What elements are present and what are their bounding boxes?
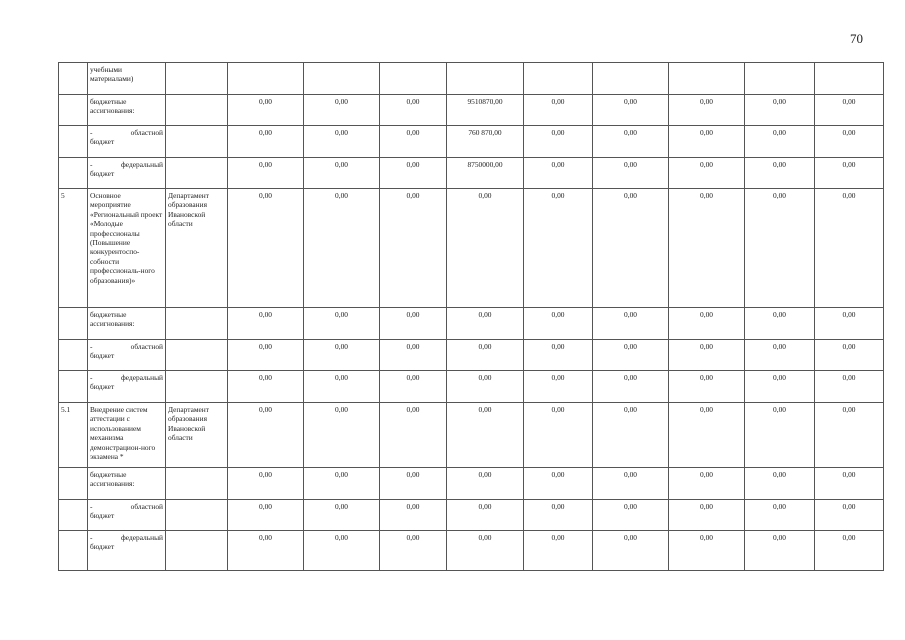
table-row (59, 95, 884, 126)
value-cell: 9510870,00 (447, 95, 524, 126)
value-cell: 0,00 (669, 189, 745, 308)
row-label-cell: - федеральный бюджет (88, 531, 166, 571)
value-cell: 0,00 (447, 403, 524, 468)
value-cell: 0,00 (593, 403, 669, 468)
value-cell: 0,00 (524, 403, 593, 468)
value-cell: 0,00 (815, 158, 884, 189)
value-cell: 0,00 (447, 500, 524, 531)
row-label-cell: - федеральный бюджет (88, 158, 166, 189)
table-row (59, 189, 884, 308)
value-cell: 0,00 (815, 189, 884, 308)
row-label-cell: учебными материалами) (88, 63, 166, 95)
value-cell: 0,00 (228, 371, 304, 403)
responsible-cell (166, 308, 228, 340)
value-cell: 0,00 (669, 95, 745, 126)
value-cell: 0,00 (593, 189, 669, 308)
value-cell: 0,00 (228, 403, 304, 468)
value-cell: 0,00 (304, 468, 380, 500)
page-number: 70 (850, 31, 863, 46)
value-cell: 0,00 (593, 126, 669, 158)
row-label-cell: бюджетные ассигнования: (88, 308, 166, 340)
value-cell: 0,00 (593, 340, 669, 371)
table-row (59, 158, 884, 189)
value-cell (669, 63, 745, 95)
value-cell: 0,00 (304, 126, 380, 158)
value-cell: 760 870,00 (447, 126, 524, 158)
value-cell: 0,00 (669, 340, 745, 371)
value-cell: 0,00 (380, 531, 447, 571)
responsible-cell (166, 340, 228, 371)
table-row (59, 308, 884, 340)
value-cell: 0,00 (593, 531, 669, 571)
value-cell (593, 63, 669, 95)
row-index-cell (59, 531, 88, 571)
value-cell: 0,00 (593, 95, 669, 126)
value-cell: 0,00 (745, 95, 815, 126)
responsible-cell (166, 126, 228, 158)
table-row (59, 371, 884, 403)
value-cell: 0,00 (304, 403, 380, 468)
value-cell: 0,00 (447, 308, 524, 340)
value-cell: 0,00 (524, 126, 593, 158)
value-cell: 0,00 (524, 308, 593, 340)
row-label-cell: бюджетные ассигнования: (88, 468, 166, 500)
row-label-cell: - федеральный бюджет (88, 371, 166, 403)
responsible-cell: Департамент образования Ивановской области (166, 403, 228, 468)
value-cell: 0,00 (304, 158, 380, 189)
value-cell: 0,00 (669, 308, 745, 340)
value-cell: 0,00 (228, 531, 304, 571)
value-cell: 0,00 (380, 126, 447, 158)
value-cell: 0,00 (745, 531, 815, 571)
value-cell: 0,00 (669, 371, 745, 403)
row-label-cell: - областной бюджет (88, 126, 166, 158)
value-cell: 0,00 (669, 531, 745, 571)
row-label-cell: бюджетные ассигнования: (88, 95, 166, 126)
value-cell: 0,00 (447, 340, 524, 371)
value-cell: 0,00 (669, 126, 745, 158)
value-cell: 0,00 (815, 126, 884, 158)
value-cell: 0,00 (228, 340, 304, 371)
responsible-cell (166, 95, 228, 126)
value-cell: 0,00 (524, 371, 593, 403)
value-cell: 0,00 (745, 371, 815, 403)
value-cell: 0,00 (228, 95, 304, 126)
value-cell: 0,00 (745, 403, 815, 468)
value-cell: 0,00 (304, 531, 380, 571)
row-label-cell: Основное мероприятие «Региональный проект «Молодые профессионалы (Повышение конкурентоспо-собности профессиональ-ного образования)» (88, 189, 166, 308)
value-cell: 0,00 (524, 158, 593, 189)
value-cell: 0,00 (669, 500, 745, 531)
row-index-cell (59, 340, 88, 371)
value-cell: 0,00 (815, 468, 884, 500)
value-cell: 0,00 (228, 126, 304, 158)
value-cell (815, 63, 884, 95)
row-index-cell (59, 308, 88, 340)
value-cell: 0,00 (447, 468, 524, 500)
value-cell: 0,00 (447, 189, 524, 308)
table-row (59, 403, 884, 468)
value-cell: 0,00 (380, 158, 447, 189)
value-cell: 0,00 (669, 468, 745, 500)
value-cell: 0,00 (593, 468, 669, 500)
value-cell: 0,00 (593, 308, 669, 340)
value-cell: 0,00 (745, 126, 815, 158)
value-cell: 0,00 (380, 371, 447, 403)
value-cell: 0,00 (815, 95, 884, 126)
responsible-cell (166, 371, 228, 403)
value-cell (745, 63, 815, 95)
responsible-cell (166, 531, 228, 571)
value-cell: 0,00 (380, 500, 447, 531)
value-cell: 0,00 (524, 531, 593, 571)
value-cell: 0,00 (815, 340, 884, 371)
value-cell: 0,00 (447, 531, 524, 571)
value-cell: 0,00 (745, 468, 815, 500)
row-index-cell (59, 63, 88, 95)
value-cell: 0,00 (228, 158, 304, 189)
value-cell: 0,00 (447, 371, 524, 403)
row-index-cell (59, 371, 88, 403)
value-cell: 0,00 (380, 308, 447, 340)
value-cell: 0,00 (593, 158, 669, 189)
responsible-cell (166, 158, 228, 189)
value-cell: 0,00 (593, 500, 669, 531)
row-index-cell: 5.1 (59, 403, 88, 468)
table-row (59, 340, 884, 371)
value-cell: 0,00 (304, 95, 380, 126)
row-label-cell: Внедрение систем аттестации с использованием механизма демонстрацион-ного экзамена * (88, 403, 166, 468)
value-cell: 0,00 (669, 403, 745, 468)
table-row (59, 500, 884, 531)
row-index-cell (59, 468, 88, 500)
value-cell: 0,00 (745, 340, 815, 371)
responsible-cell (166, 468, 228, 500)
row-index-cell (59, 158, 88, 189)
value-cell (228, 63, 304, 95)
row-index-cell (59, 95, 88, 126)
value-cell: 0,00 (380, 95, 447, 126)
value-cell: 0,00 (524, 500, 593, 531)
value-cell: 8750000,00 (447, 158, 524, 189)
value-cell (447, 63, 524, 95)
value-cell: 0,00 (228, 468, 304, 500)
table-row (59, 63, 884, 95)
value-cell: 0,00 (669, 158, 745, 189)
value-cell: 0,00 (815, 531, 884, 571)
value-cell: 0,00 (380, 403, 447, 468)
value-cell: 0,00 (380, 189, 447, 308)
value-cell: 0,00 (815, 403, 884, 468)
value-cell: 0,00 (228, 308, 304, 340)
value-cell: 0,00 (745, 189, 815, 308)
value-cell (380, 63, 447, 95)
value-cell: 0,00 (304, 308, 380, 340)
value-cell: 0,00 (745, 500, 815, 531)
table-row (59, 468, 884, 500)
value-cell: 0,00 (380, 340, 447, 371)
responsible-cell: Департамент образования Ивановской области (166, 189, 228, 308)
row-index-cell (59, 500, 88, 531)
value-cell: 0,00 (815, 500, 884, 531)
value-cell: 0,00 (524, 189, 593, 308)
value-cell: 0,00 (745, 158, 815, 189)
value-cell: 0,00 (524, 468, 593, 500)
value-cell: 0,00 (524, 95, 593, 126)
value-cell (524, 63, 593, 95)
row-index-cell: 5 (59, 189, 88, 308)
value-cell: 0,00 (304, 500, 380, 531)
value-cell: 0,00 (304, 189, 380, 308)
value-cell: 0,00 (593, 371, 669, 403)
row-index-cell (59, 126, 88, 158)
table-row (59, 531, 884, 571)
value-cell: 0,00 (745, 308, 815, 340)
responsible-cell (166, 63, 228, 95)
value-cell: 0,00 (228, 500, 304, 531)
value-cell: 0,00 (815, 371, 884, 403)
value-cell: 0,00 (228, 189, 304, 308)
value-cell: 0,00 (524, 340, 593, 371)
responsible-cell (166, 500, 228, 531)
value-cell: 0,00 (380, 468, 447, 500)
value-cell (304, 63, 380, 95)
row-label-cell: - областной бюджет (88, 340, 166, 371)
row-label-cell: - областной бюджет (88, 500, 166, 531)
value-cell: 0,00 (815, 308, 884, 340)
value-cell: 0,00 (304, 340, 380, 371)
budget-table (58, 62, 884, 571)
value-cell: 0,00 (304, 371, 380, 403)
table-row (59, 126, 884, 158)
